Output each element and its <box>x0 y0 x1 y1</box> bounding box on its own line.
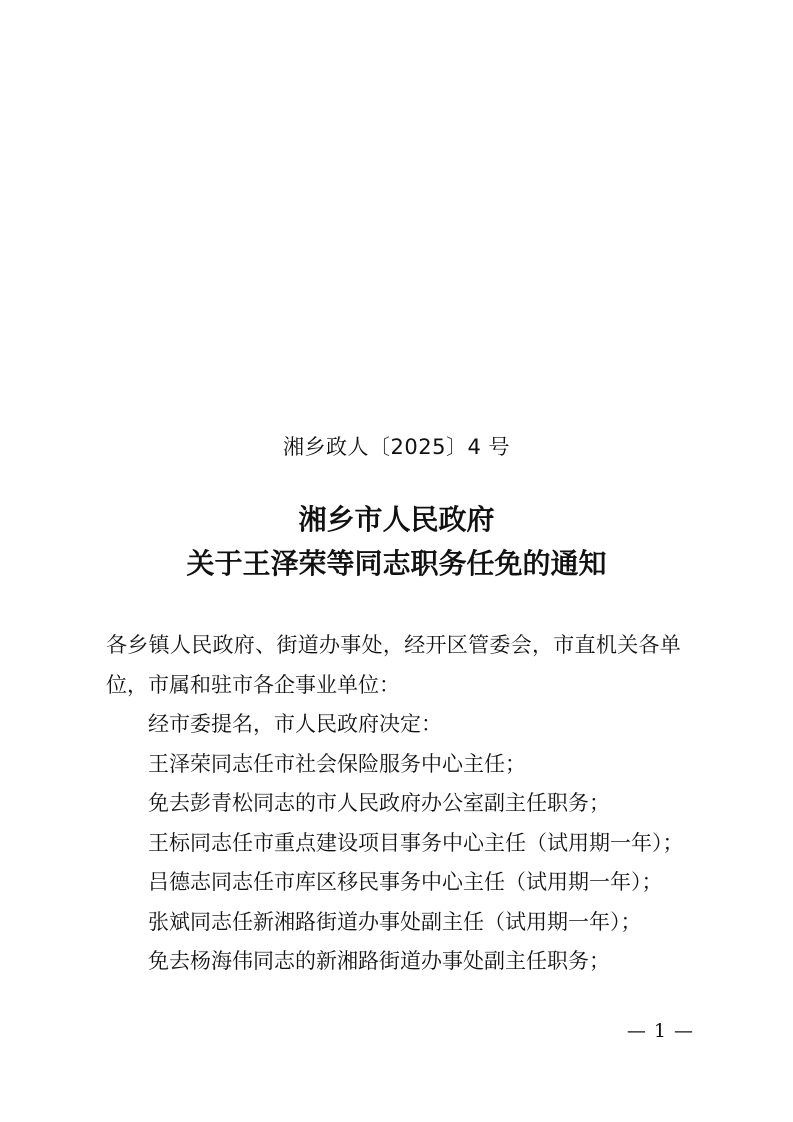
document-title-line-1: 湘乡市人民政府 <box>298 503 495 536</box>
paragraph: 经市委提名，市人民政府决定： <box>148 712 442 736</box>
addressee-line-2: 位，市属和驻市各企事业单位： <box>106 672 400 697</box>
body-paragraphs <box>148 705 708 982</box>
page-number: — 1 — <box>626 1020 694 1042</box>
paragraph: 吕德志同志任市库区移民事务中心主任（试用期一年）； <box>148 870 663 894</box>
addressee-block <box>106 626 694 705</box>
paragraph: 免去彭青松同志的市人民政府办公室副主任职务； <box>148 791 610 815</box>
paragraph: 王泽荣同志任市社会保险服务中心主任； <box>148 751 526 776</box>
paragraph: 张斌同志任新湘路街道办事处副主任（试用期一年）； <box>148 909 642 934</box>
paragraph: 免去杨海伟同志的新湘路街道办事处副主任职务； <box>148 949 610 973</box>
paragraph: 王标同志任市重点建设项目事务中心主任（试用期一年）； <box>148 830 684 855</box>
document-title-line-2: 关于王泽荣等同志职务任免的通知 <box>186 547 607 580</box>
document-number: 湘乡政人〔2025〕4 号 <box>283 435 510 459</box>
addressee-line-1: 各乡镇人民政府、街道办事处，经开区管委会，市直机关各单 <box>106 633 682 657</box>
